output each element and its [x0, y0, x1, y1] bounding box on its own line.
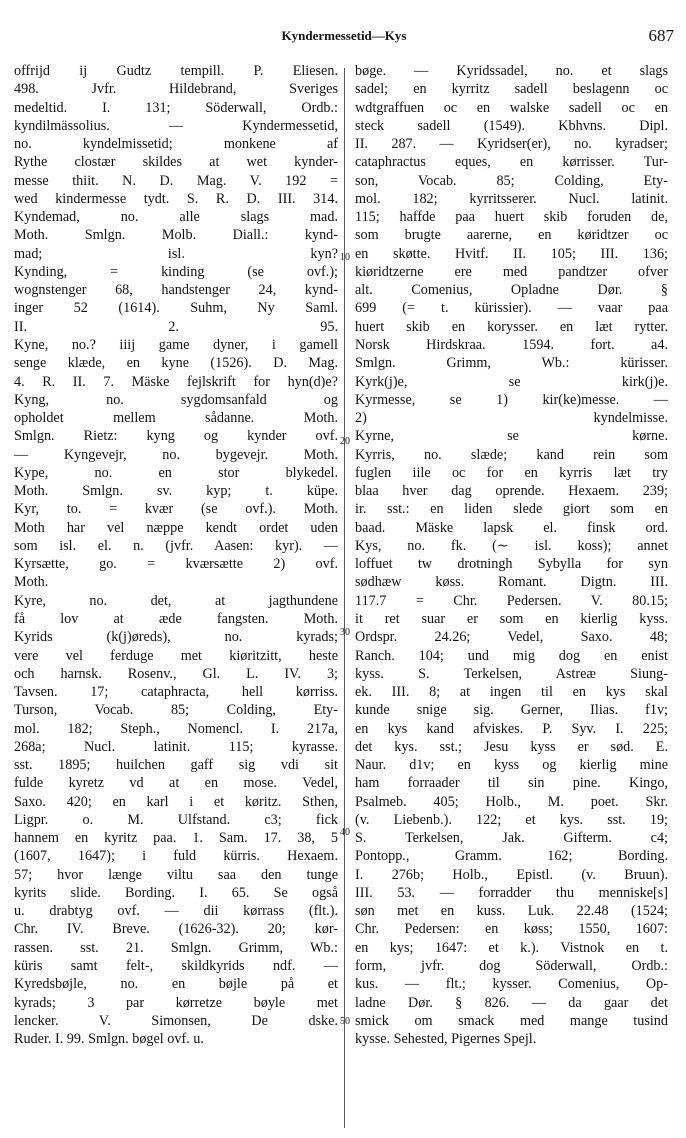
- text-line: Ordspr. 24.26; Vedel, Saxo. 48;: [355, 629, 668, 646]
- text-line: søn met en kuss. Luk. 22.48 (1524;: [355, 903, 668, 920]
- text-line: Kype, no. en stor blykedel.: [14, 464, 338, 481]
- running-title: Kyndermessetid—Kys: [281, 28, 407, 43]
- text-line: som isl. el. n. (jvfr. Aasen: kyr). —: [14, 537, 338, 554]
- text-line: Kyrmesse, se 1) kir(ke)messe. —: [355, 391, 668, 408]
- line-number-30: 30: [340, 627, 350, 638]
- text-line: Ligpr. o. M. Ulfstand. c3; fick: [14, 811, 338, 828]
- text-line: kunde snige sig. Gerner, Ilias. f1v;: [355, 702, 668, 719]
- text-line: Norsk Hirdskraa. 1594. fort. a4.: [355, 336, 668, 353]
- text-line: kysse. Sehested, Pigernes Spejl.: [355, 1031, 537, 1048]
- text-line: Kyrsætte, go. = kværsætte 2) ovf.: [14, 556, 338, 573]
- text-line: Chr. IV. Breve. (1626-32). 20; kør-: [14, 921, 338, 938]
- text-line: son, Vocab. 85; Colding, Ety-: [355, 172, 668, 189]
- text-line: — Kyngevejr, no. bygevejr. Moth.: [14, 446, 338, 463]
- text-line: offrijd ij Gudtz tempill. P. Eliesen.: [14, 63, 338, 79]
- line-number-50: 50: [340, 1016, 350, 1027]
- text-line: alt. Comenius, Opladne Dør. §: [355, 282, 668, 299]
- text-line: II. 2. 95.: [14, 318, 338, 335]
- text-line: Moth.: [14, 574, 49, 591]
- text-line: kyndilmässolius. — Kyndermessetid,: [14, 117, 338, 134]
- text-line: en skøtte. Hvitf. II. 105; III. 136;: [355, 245, 668, 262]
- text-line: rassen. sst. 21. Smlgn. Grimm, Wb.:: [14, 939, 338, 956]
- text-line: loffuet tw drotningh Sybylla for syn: [355, 556, 668, 573]
- text-line: messe thiit. N. D. Mag. V. 192 =: [14, 172, 338, 189]
- text-line: wed kindermesse tydt. S. R. D. III. 314.: [14, 190, 338, 207]
- text-line: ek. III. 8; at ingen til en kys skal: [355, 684, 668, 701]
- text-line: Kyrne, se kørne.: [355, 428, 668, 445]
- text-line: Kyre, no. det, at jagthundene: [14, 592, 338, 609]
- text-line: det kys. sst.; Jesu kyss er sød. E.: [355, 738, 668, 755]
- text-line: Pontopp., Gramm. 162; Bording.: [355, 848, 668, 865]
- text-line: 2) kyndelmisse.: [355, 410, 668, 427]
- text-line: wognstenger 68, handstenger 24, kynd-: [14, 282, 338, 299]
- text-line: fuglen iile oc for en kyrris læt try: [355, 464, 668, 481]
- text-line: opholdet mellem sådanne. Moth.: [14, 410, 338, 427]
- text-line: 699 (= t. kürissier). — vaar paa: [355, 300, 668, 317]
- text-line: en kys kand afviskes. P. Syv. I. 225;: [355, 720, 668, 737]
- text-line: fulde kyretz vd at en mose. Vedel,: [14, 775, 338, 792]
- text-line: sst. 1895; huilchen gaff sig vdi sit: [14, 757, 338, 774]
- text-line: (1607, 1647); i fuld kürris. Hexaem.: [14, 848, 338, 865]
- text-line: Smlgn. Rietz: kyng og kynder ovf.: [14, 428, 338, 445]
- text-line: (v. Liebenb.). 122; et kys. sst. 19;: [355, 811, 668, 828]
- text-line: mad; isl. kyn?: [14, 245, 338, 262]
- text-line: en kys; 1647: et k.). Vistnok en t.: [355, 939, 668, 956]
- text-line: it ret suar er som en kierlig kyss.: [355, 610, 668, 627]
- text-line: Saxo. 420; en karl i et køritz. Sthen,: [14, 793, 338, 810]
- text-line: mol. 182; Steph., Nomencl. I. 217a,: [14, 720, 338, 737]
- line-number-20: 20: [340, 436, 350, 447]
- text-line: Kyne, no.? iiij game dyner, i gamell: [14, 336, 338, 353]
- text-line: III. 53. — forradder thu menniske[s]: [355, 884, 668, 901]
- text-line: I. 276b; Holb., Epistl. (v. Bruun).: [355, 866, 668, 883]
- text-line: form, jvfr. dog Söderwall, Ordb.:: [355, 958, 668, 975]
- text-line: küris samt felt-, skildkyrids ndf. —: [14, 958, 338, 975]
- text-line: no. kyndelmissetid; monkene af: [14, 136, 338, 153]
- text-line: Chr. Pedersen: en køss; 1550, 1607:: [355, 921, 668, 938]
- text-line: Kyrris, no. slæde; kand rein som: [355, 446, 668, 463]
- text-line: inger 52 (1614). Suhm, Ny Saml.: [14, 300, 338, 317]
- text-line: Naur. d1v; en kyss og kierlig mine: [355, 757, 668, 774]
- text-line: baad. Mäske lapsk el. finsk ord.: [355, 519, 668, 536]
- text-line: kus. — flt.; kysser. Comenius, Op-: [355, 976, 668, 993]
- text-line: Moth. Smlgn. sv. kyp; t. küpe.: [14, 483, 338, 500]
- text-line: Moth. Smlgn. Molb. Diall.: kynd-: [14, 227, 338, 244]
- text-line: Turson, Vocab. 85; Colding, Ety-: [14, 702, 338, 719]
- text-line: som brugte aarerne, en køridtzer oc: [355, 227, 668, 244]
- column-divider: [344, 68, 345, 1128]
- text-line: Moth har vel næppe kendt ordet uden: [14, 519, 338, 536]
- text-line: Rythe clostær skildes at wet kynder-: [14, 154, 338, 171]
- text-line: ir. sst.: en liden slede giort som en: [355, 501, 668, 518]
- text-line: och harnsk. Rosenv., Gl. L. IV. 3;: [14, 665, 338, 682]
- text-line: cataphractus eques, en kørrisser. Tur-: [355, 154, 668, 171]
- text-line: ham forraader til sin pine. Kingo,: [355, 775, 668, 792]
- text-line: medeltid. I. 131; Söderwall, Ordb.:: [14, 99, 338, 116]
- text-line: bøge. — Kyridssadel, no. et slags: [355, 63, 668, 79]
- text-line: senge klæde, en kyne (1526). D. Mag.: [14, 355, 338, 372]
- text-line: 268a; Nucl. latinit. 115; kyrasse.: [14, 738, 338, 755]
- text-line: II. 287. — Kyridser(er), no. kyradser;: [355, 136, 668, 153]
- text-line: 57; hvor længe viltu saa den tunge: [14, 866, 338, 883]
- text-line: Kyr, to. = kvær (se ovf.). Moth.: [14, 501, 338, 518]
- text-line: få lov at æde fangsten. Moth.: [14, 610, 338, 627]
- text-line: huert skib en korysser. en læt rytter.: [355, 318, 668, 335]
- text-line: kyrads; 3 par kørretze bøyle met: [14, 994, 338, 1011]
- text-line: Kynding, = kinding (se ovf.);: [14, 263, 338, 280]
- text-line: ladne Dør. § 826. — da gaar det: [355, 994, 668, 1011]
- text-line: kiøridtzerne ere med pandtzer ofver: [355, 263, 668, 280]
- text-line: Tavsen. 17; cataphracta, hell kørriss.: [14, 684, 338, 701]
- text-line: smick om smack med mange tusind: [355, 1012, 668, 1029]
- text-line: u. drabtyg ovf. — dii kørrass (flt.).: [14, 903, 338, 920]
- text-line: 117.7 = Chr. Pedersen. V. 80.15;: [355, 592, 668, 609]
- text-line: Kyndemad, no. alle slags mad.: [14, 209, 338, 226]
- line-number-10: 10: [340, 252, 350, 263]
- text-line: Kyrids (k(j)øreds), no. kyrads;: [14, 629, 338, 646]
- text-line: Kys, no. fk. (∼ isl. koss); annet: [355, 537, 668, 554]
- text-line: Ruder. I. 99. Smlgn. bøgel ovf. u.: [14, 1031, 204, 1048]
- text-line: S. Terkelsen, Jak. Gifterm. c4;: [355, 830, 668, 847]
- text-line: lencker. V. Simonsen, De dske.: [14, 1012, 338, 1029]
- text-line: Kyng, no. sygdomsanfald og: [14, 391, 338, 408]
- text-line: steck sadell (1549). Kbhvns. Dipl.: [355, 117, 668, 134]
- right-column: [355, 62, 668, 1048]
- text-line: 115; haffde paa huert skib foruden de,: [355, 209, 668, 226]
- text-line: wdtgraffuen oc en walske sadell oc en: [355, 99, 668, 116]
- text-line: Kyrk(j)e, se kirk(j)e.: [355, 373, 668, 390]
- text-line: sødhæw køss. Romant. Digtn. III.: [355, 574, 668, 591]
- text-line: kyrits slide. Bording. I. 65. Se også: [14, 884, 338, 901]
- text-line: Smlgn. Grimm, Wb.: kürisser.: [355, 355, 668, 372]
- text-line: hannem en kyritz paa. 1. Sam. 17. 38, 5: [14, 830, 338, 847]
- text-line: blaa hver dag oprende. Hexaem. 239;: [355, 483, 668, 500]
- text-line: Ranch. 104; und mig dog en enist: [355, 647, 668, 664]
- text-line: vere vel ferduge met kiøritzitt, heste: [14, 647, 338, 664]
- text-line: Psalmeb. 405; Holb., M. poet. Skr.: [355, 793, 668, 810]
- page-header: [14, 22, 674, 48]
- text-line: 498. Jvfr. Hildebrand, Sveriges: [14, 81, 338, 98]
- text-line: Kyredsbøjle, no. en bøjle på et: [14, 976, 338, 993]
- left-column: [14, 62, 338, 1048]
- text-line: mol. 182; kyrritsserer. Nucl. latinit.: [355, 190, 668, 207]
- line-number-40: 40: [340, 827, 350, 838]
- text-line: kyss. S. Terkelsen, Astreæ Siung-: [355, 665, 668, 682]
- text-line: sadel; en kyrritz sadell beslagenn oc: [355, 81, 668, 98]
- text-line: 4. R. II. 7. Mäske fejlskrift for hyn(d)e?: [14, 373, 338, 390]
- page-number: 687: [648, 26, 674, 45]
